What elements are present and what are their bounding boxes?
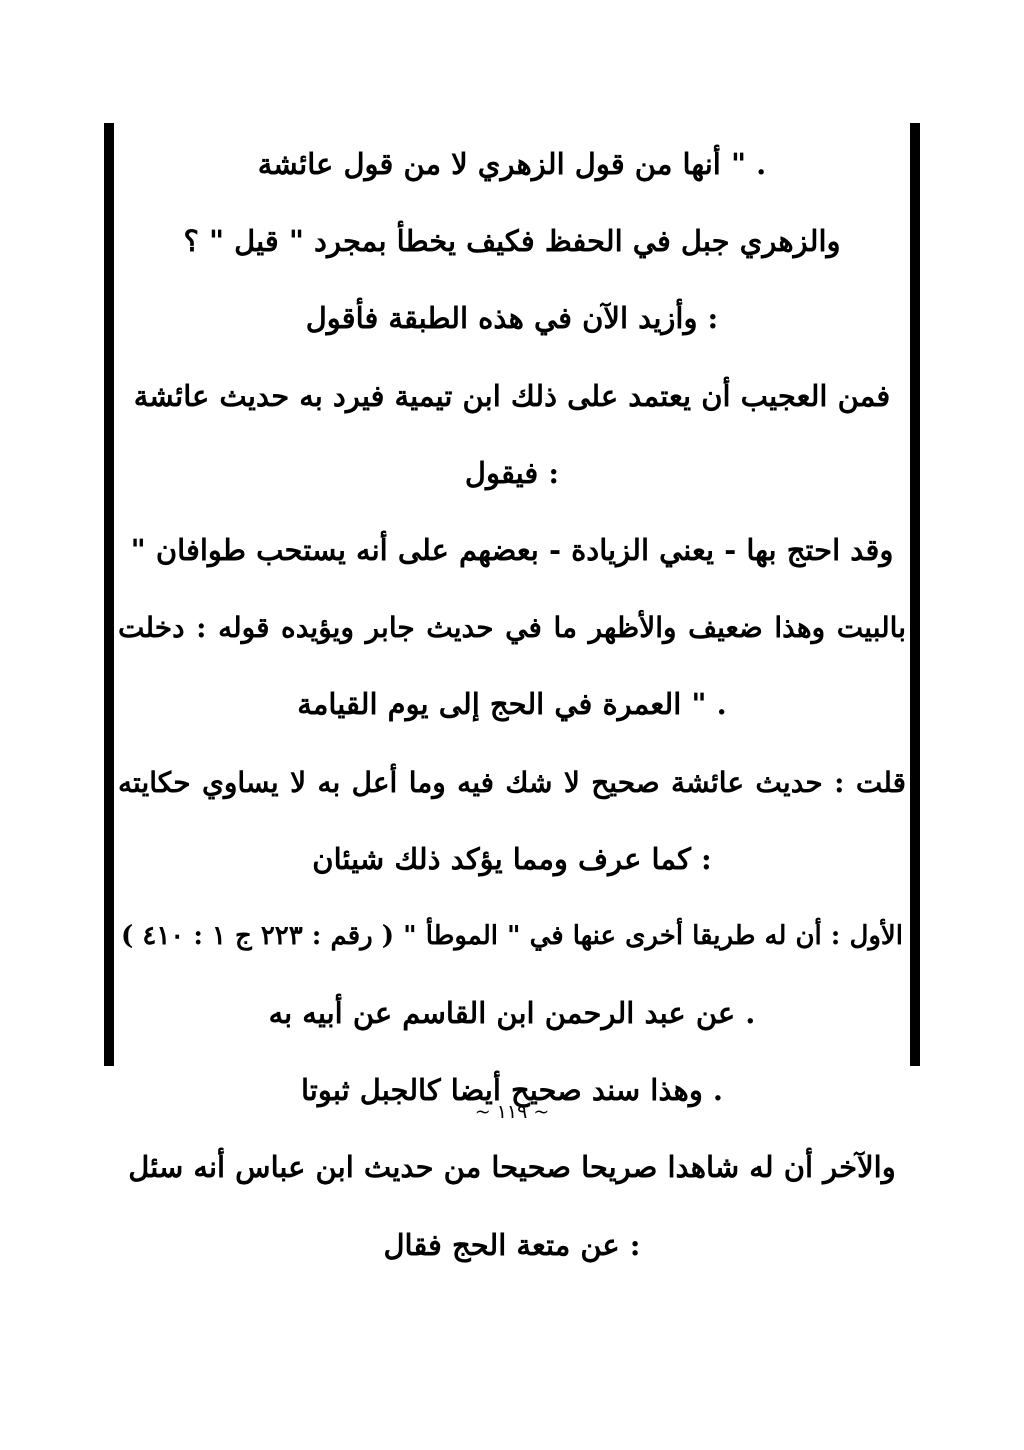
text-line: : عن متعة الحج فقال — [383, 1227, 641, 1262]
text-line: فمن العجيب أن يعتمد على ذلك ابن تيمية فيرد به حديث عائشة — [133, 378, 891, 413]
text-line: : وأزيد الآن في هذه الطبقة فأقول — [305, 301, 719, 336]
text-line: . " العمرة في الحج إلى يوم القيامة — [297, 687, 727, 722]
right-border-bar — [910, 123, 920, 1066]
text-line: : فيقول — [464, 455, 560, 490]
text-line: والآخر أن له شاهدا صريحا صحيحا من حديث ابن عباس أنه سئل — [128, 1150, 896, 1185]
text-line: . عن عبد الرحمن ابن القاسم عن أبيه به — [268, 996, 756, 1031]
text-line: . وهذا سند صحيح أيضا كالجبل ثبوتا — [300, 1073, 724, 1108]
text-line: بالبيت وهذا ضعيف والأظهر ما في حديث جابر ويؤيده قوله : دخلت — [118, 611, 906, 645]
page-number: ~ ١١٩ ~ — [474, 1101, 550, 1123]
text-line: الأول : أن له طريقا أخرى عنها في " الموطأ " ( رقم : ٢٢٣ ج ١ : ٤١٠ ) — [121, 920, 903, 951]
text-line: وقد احتج بها - يعني الزيادة - بعضهم على أنه يستحب طوافان " — [130, 532, 894, 567]
text-line: قلت : حديث عائشة صحيح لا شك فيه وما أعل به لا يساوي حكايته — [118, 765, 906, 799]
text-line: : كما عرف ومما يؤكد ذلك شيئان — [312, 841, 712, 876]
text-line: والزهري جبل في الحفظ فكيف يخطأ بمجرد " قيل " ؟ — [183, 224, 841, 259]
text-line: . " أنها من قول الزهري لا من قول عائشة — [257, 147, 767, 181]
left-border-bar — [104, 123, 114, 1066]
